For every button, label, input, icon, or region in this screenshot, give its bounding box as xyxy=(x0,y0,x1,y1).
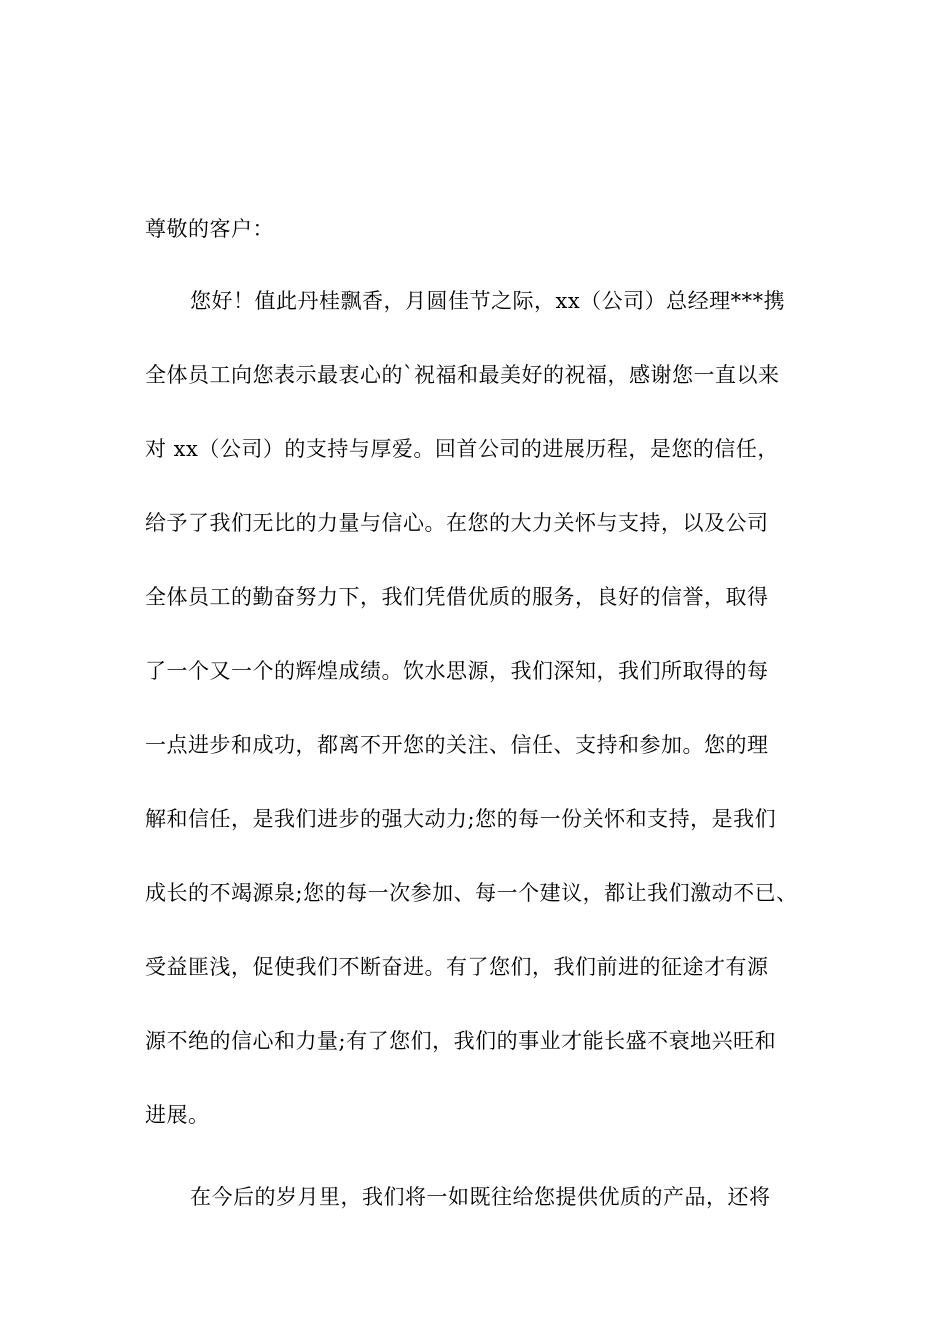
body-line: 一点进步和成功，都离不开您的关注、信任、支持和参加。您的理 xyxy=(145,733,769,757)
body-line: 受益匪浅，促使我们不断奋进。有了您们，我们前进的征途才有源 xyxy=(145,955,769,979)
greeting-line: 尊敬的客户： xyxy=(145,217,274,241)
body-line: 了一个又一个的辉煌成绩。饮水思源，我们深知，我们所取得的每 xyxy=(145,659,769,683)
body-line: 在今后的岁月里，我们将一如既往给您提供优质的产品，还将 xyxy=(190,1185,771,1209)
body-line: 全体员工向您表示最衷心的`祝福和最美好的祝福，感谢您一直以来 xyxy=(145,363,780,387)
body-line: 进展。 xyxy=(145,1103,210,1127)
body-line: 解和信任，是我们进步的强大动力;您的每一份关怀和支持，是我们 xyxy=(145,807,777,831)
body-line: 对 xx（公司）的支持与厚爱。回首公司的进展历程，是您的信任， xyxy=(145,437,779,461)
body-line: 全体员工的勤奋努力下，我们凭借优质的服务，良好的信誉，取得 xyxy=(145,585,769,609)
body-line: 成长的不竭源泉;您的每一次参加、每一个建议，都让我们激动不已、 xyxy=(145,881,798,905)
body-line: 给予了我们无比的力量与信心。在您的大力关怀与支持，以及公司 xyxy=(145,511,769,535)
body-line: 您好！值此丹桂飘香，月圆佳节之际，xx（公司）总经理***携 xyxy=(190,289,786,313)
body-line: 源不绝的信心和力量;有了您们，我们的事业才能长盛不衰地兴旺和 xyxy=(145,1029,777,1053)
